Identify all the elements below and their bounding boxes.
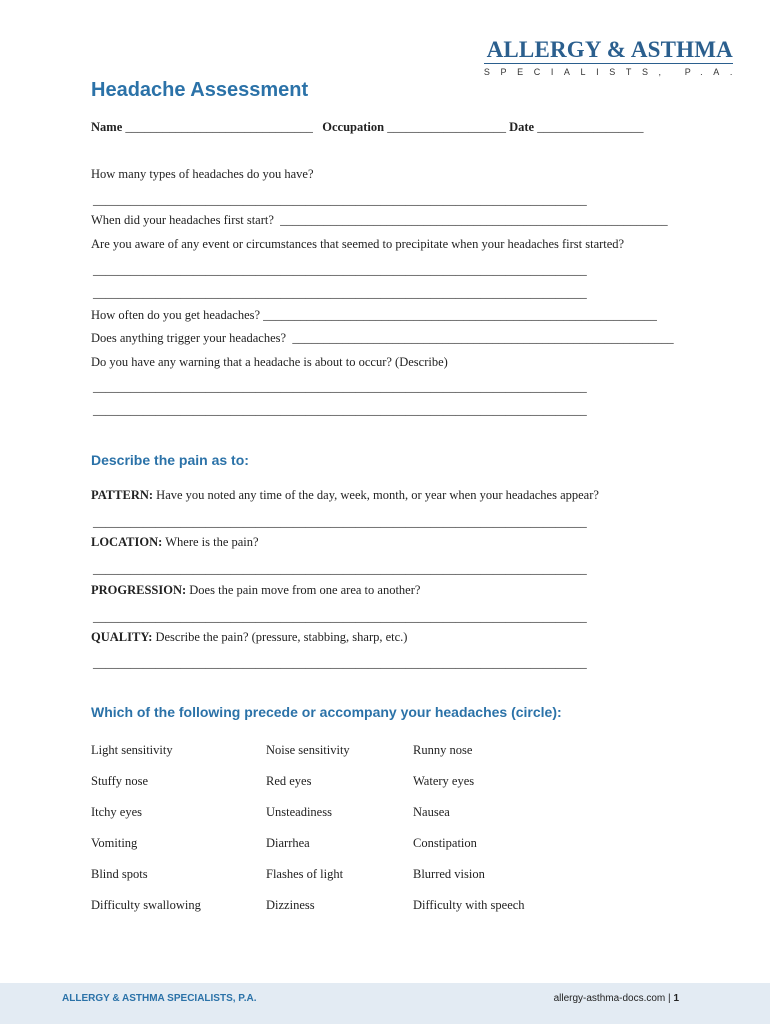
answer-line-progression[interactable]: _______________________________________________________________________________ <box>93 610 587 624</box>
question-warning: Do you have any warning that a headache is about to occur? (Describe) <box>91 355 448 369</box>
date-field[interactable]: _________________ <box>537 120 644 134</box>
location-text: Where is the pain? <box>165 535 259 549</box>
symptom-difficulty-with-speech[interactable]: Difficulty with speech <box>413 898 525 912</box>
occupation-field[interactable]: ___________________ <box>387 120 506 134</box>
answer-line-quality[interactable]: _______________________________________________________________________________ <box>93 656 587 670</box>
pain-section-heading: Describe the pain as to: <box>91 452 249 468</box>
answer-line-frequency[interactable]: _______________________________________________________________ <box>263 308 657 322</box>
symptom-blurred-vision[interactable]: Blurred vision <box>413 867 485 881</box>
date-label: Date <box>509 120 535 134</box>
question-headache-types: How many types of headaches do you have? <box>91 167 314 181</box>
location-label: LOCATION: <box>91 535 163 549</box>
question-precipitating-event: Are you aware of any event or circumstances that seemed to precipitate when your headaches first started? <box>91 237 625 251</box>
logo-sub-text: SPECIALISTS, P.A. <box>483 67 743 77</box>
symptom-vomiting[interactable]: Vomiting <box>91 836 138 850</box>
location-question <box>91 535 259 550</box>
symptom-noise-sensitivity[interactable]: Noise sensitivity <box>266 743 350 757</box>
symptom-light-sensitivity[interactable]: Light sensitivity <box>91 743 173 757</box>
footer-website <box>554 993 679 1004</box>
page-footer <box>0 983 770 1024</box>
answer-line-warning-1[interactable]: _______________________________________________________________________________ <box>93 380 587 394</box>
symptom-watery-eyes[interactable]: Watery eyes <box>413 774 475 788</box>
progression-text: Does the pain move from one area to another? <box>189 583 421 597</box>
symptoms-section-heading: Which of the following precede or accompany your headaches (circle): <box>91 704 562 720</box>
question-triggers-row <box>91 331 674 346</box>
answer-line-warning-2[interactable]: _______________________________________________________________________________ <box>93 403 587 417</box>
symptom-itchy-eyes[interactable]: Itchy eyes <box>91 805 143 819</box>
quality-question <box>91 630 407 645</box>
question-triggers: Does anything trigger your headaches? <box>91 331 287 345</box>
symptom-stuffy-nose[interactable]: Stuffy nose <box>91 774 149 788</box>
pattern-question <box>91 488 599 503</box>
symptom-nausea[interactable]: Nausea <box>413 805 450 819</box>
header-fields-row <box>91 120 643 135</box>
footer-practice-name: ALLERGY & ASTHMA SPECIALISTS, P.A. <box>62 993 257 1004</box>
page-number: 1 <box>673 993 679 1004</box>
symptom-diarrhea[interactable]: Diarrhea <box>266 836 310 850</box>
pattern-label: PATTERN: <box>91 488 154 502</box>
question-first-start: When did your headaches first start? <box>91 213 274 227</box>
logo-main-text: ALLERGY & ASTHMA <box>484 38 733 64</box>
quality-text: Describe the pain? (pressure, stabbing, sharp, etc.) <box>155 630 408 644</box>
symptom-unsteadiness[interactable]: Unsteadiness <box>266 805 332 819</box>
answer-line-first-start[interactable]: ______________________________________________________________ <box>280 213 668 227</box>
symptom-blind-spots[interactable]: Blind spots <box>91 867 148 881</box>
question-frequency-row <box>91 308 657 323</box>
question-frequency: How often do you get headaches? <box>91 308 261 322</box>
page-title: Headache Assessment <box>91 79 309 101</box>
answer-line-precipitating-2[interactable]: _______________________________________________________________________________ <box>93 286 587 300</box>
progression-label: PROGRESSION: <box>91 583 187 597</box>
answer-line-pattern[interactable]: _______________________________________________________________________________ <box>93 515 587 529</box>
symptom-red-eyes[interactable]: Red eyes <box>266 774 312 788</box>
answer-line-headache-types[interactable]: _______________________________________________________________________________ <box>93 193 587 207</box>
symptom-difficulty-swallowing[interactable]: Difficulty swallowing <box>91 898 201 912</box>
answer-line-triggers[interactable]: _____________________________________________________________ <box>292 331 674 345</box>
occupation-label: Occupation <box>322 120 385 134</box>
name-label: Name <box>91 120 123 134</box>
answer-line-precipitating-1[interactable]: _______________________________________________________________________________ <box>93 263 587 277</box>
symptom-dizziness[interactable]: Dizziness <box>266 898 315 912</box>
name-field[interactable]: ______________________________ <box>125 120 313 134</box>
footer-url: allergy-asthma-docs.com | <box>553 993 671 1004</box>
practice-logo <box>483 37 743 78</box>
quality-label: QUALITY: <box>91 630 153 644</box>
progression-question <box>91 583 420 598</box>
symptom-flashes-of-light[interactable]: Flashes of light <box>266 867 344 881</box>
symptom-constipation[interactable]: Constipation <box>413 836 477 850</box>
answer-line-location[interactable]: _______________________________________________________________________________ <box>93 562 587 576</box>
question-first-start-row <box>91 213 668 228</box>
pattern-text: Have you noted any time of the day, week, month, or year when your headaches appear? <box>156 488 599 502</box>
symptom-runny-nose[interactable]: Runny nose <box>413 743 473 757</box>
